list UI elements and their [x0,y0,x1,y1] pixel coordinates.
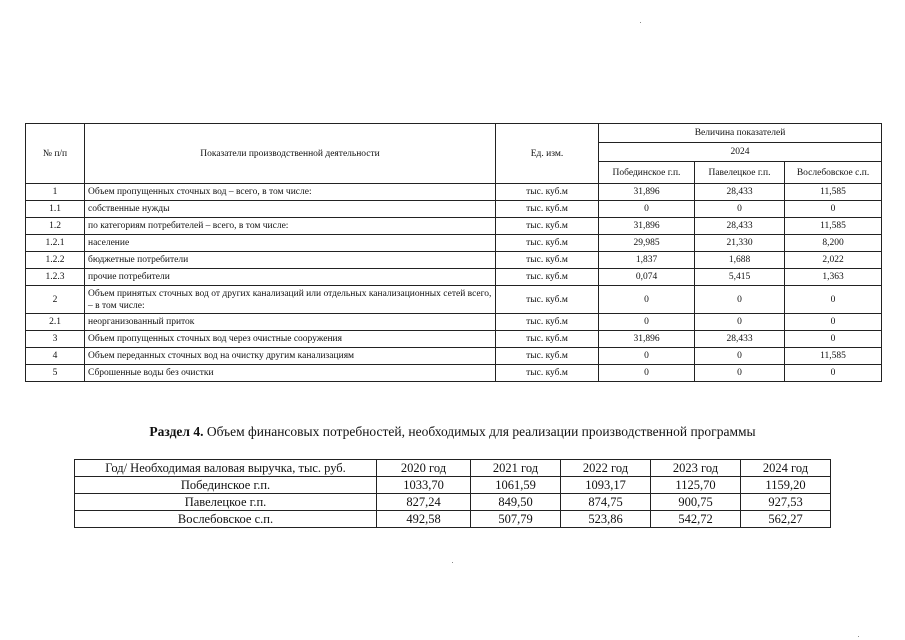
row-value-c: 11,585 [785,184,882,201]
row-value-b: 28,433 [695,331,785,348]
row-value-b: 0 [695,365,785,382]
row-value-b: 21,330 [695,235,785,252]
header-col-voslebovskoe: Вослебовское с.п. [785,162,882,184]
row-value-c: 1,363 [785,269,882,286]
table-row [75,494,831,511]
row-value: 1125,70 [651,477,741,494]
row-value-c: 0 [785,331,882,348]
row-value-b: 1,688 [695,252,785,269]
row-num: 4 [26,348,85,365]
row-value: 1159,20 [741,477,831,494]
row-unit: тыс. куб.м [496,235,599,252]
table-row [26,365,882,382]
row-value-b: 28,433 [695,184,785,201]
row-value-b: 0 [695,201,785,218]
header-values-group: Величина показателей [599,124,882,143]
row-value: 827,24 [377,494,471,511]
row-value-c: 0 [785,314,882,331]
header-col-paveletskoe: Павелецкое г.п. [695,162,785,184]
table-row [75,477,831,494]
table-row [26,348,882,365]
row-num: 1 [26,184,85,201]
row-num: 1.2.3 [26,269,85,286]
financial-needs-table [74,459,831,528]
table-row [26,235,882,252]
table-row [26,314,882,331]
row-value: 523,86 [561,511,651,528]
header-year: 2024 [599,143,882,162]
row-value-b: 5,415 [695,269,785,286]
row-value: 900,75 [651,494,741,511]
row-value-a: 0 [599,348,695,365]
production-indicators-table [25,123,882,382]
row-unit: тыс. куб.м [496,252,599,269]
row-num: 1.1 [26,201,85,218]
row-name: население [85,235,496,252]
row-value-c: 8,200 [785,235,882,252]
row-value-a: 31,896 [599,331,695,348]
header-col-pobedinskoe: Побединское г.п. [599,162,695,184]
row-name: Объем пропущенных сточных вод – всего, в том числе: [85,184,496,201]
row-name: по категориям потребителей – всего, в том числе: [85,218,496,235]
row-value-b: 0 [695,348,785,365]
header-cell: 2021 год [471,460,561,477]
row-value: 1093,17 [561,477,651,494]
row-value-a: 29,985 [599,235,695,252]
row-unit: тыс. куб.м [496,201,599,218]
row-value: 874,75 [561,494,651,511]
row-unit: тыс. куб.м [496,218,599,235]
header-unit: Ед. изм. [496,124,599,184]
row-num: 1.2.1 [26,235,85,252]
row-label: Вослебовское с.п. [75,511,377,528]
row-unit: тыс. куб.м [496,184,599,201]
row-value-c: 0 [785,201,882,218]
table-row [26,201,882,218]
table-row [26,252,882,269]
row-value-b: 0 [695,314,785,331]
row-name: бюджетные потребители [85,252,496,269]
row-value-c: 0 [785,286,882,314]
row-value-a: 0 [599,201,695,218]
row-unit: тыс. куб.м [496,269,599,286]
row-value: 492,58 [377,511,471,528]
row-value-a: 31,896 [599,184,695,201]
row-num: 3 [26,331,85,348]
row-value-a: 0 [599,314,695,331]
table-row [75,511,831,528]
table-row [26,286,882,314]
row-value: 1033,70 [377,477,471,494]
header-cell: 2023 год [651,460,741,477]
row-name: Объем пропущенных сточных вод через очистные сооружения [85,331,496,348]
table-row [26,269,882,286]
row-value-c: 11,585 [785,218,882,235]
row-value-a: 0 [599,286,695,314]
table-header-row [75,460,831,477]
row-value-a: 31,896 [599,218,695,235]
table-row [26,331,882,348]
row-value-a: 1,837 [599,252,695,269]
row-value: 1061,59 [471,477,561,494]
row-value: 542,72 [651,511,741,528]
row-value: 507,79 [471,511,561,528]
header-num: № п/п [26,124,85,184]
table-row [26,184,882,201]
row-name: собственные нужды [85,201,496,218]
header-cell: 2020 год [377,460,471,477]
row-num: 1.2 [26,218,85,235]
header-cell: 2022 год [561,460,651,477]
header-cell: Год/ Необходимая валовая выручка, тыс. руб. [75,460,377,477]
row-name: Сброшенные воды без очистки [85,365,496,382]
table-row [26,218,882,235]
row-value: 562,27 [741,511,831,528]
row-unit: тыс. куб.м [496,331,599,348]
row-unit: тыс. куб.м [496,314,599,331]
header-indicator: Показатели производственной деятельности [85,124,496,184]
row-value-c: 11,585 [785,348,882,365]
row-name: неорганизованный приток [85,314,496,331]
header-cell: 2024 год [741,460,831,477]
row-num: 2 [26,286,85,314]
row-name: Объем принятых сточных вод от других канализаций или отдельных канализационных сетей всего, – в том числе: [85,286,496,314]
row-num: 1.2.2 [26,252,85,269]
row-unit: тыс. куб.м [496,365,599,382]
scan-speck [452,562,453,563]
section-title-number: Раздел 4. [149,424,204,439]
row-value-c: 2,022 [785,252,882,269]
row-value-b: 28,433 [695,218,785,235]
section-title-text: Объем финансовых потребностей, необходимых для реализации производственной программы [203,424,756,439]
row-value-a: 0,074 [599,269,695,286]
row-value-c: 0 [785,365,882,382]
row-value-b: 0 [695,286,785,314]
row-unit: тыс. куб.м [496,348,599,365]
row-label: Побединское г.п. [75,477,377,494]
row-num: 5 [26,365,85,382]
scan-speck [858,636,859,637]
row-label: Павелецкое г.п. [75,494,377,511]
row-name: Объем переданных сточных вод на очистку другим канализациям [85,348,496,365]
row-name: прочие потребители [85,269,496,286]
row-num: 2.1 [26,314,85,331]
row-value-a: 0 [599,365,695,382]
row-value: 927,53 [741,494,831,511]
row-unit: тыс. куб.м [496,286,599,314]
row-value: 849,50 [471,494,561,511]
section-title [0,424,905,440]
scan-speck [640,22,641,23]
